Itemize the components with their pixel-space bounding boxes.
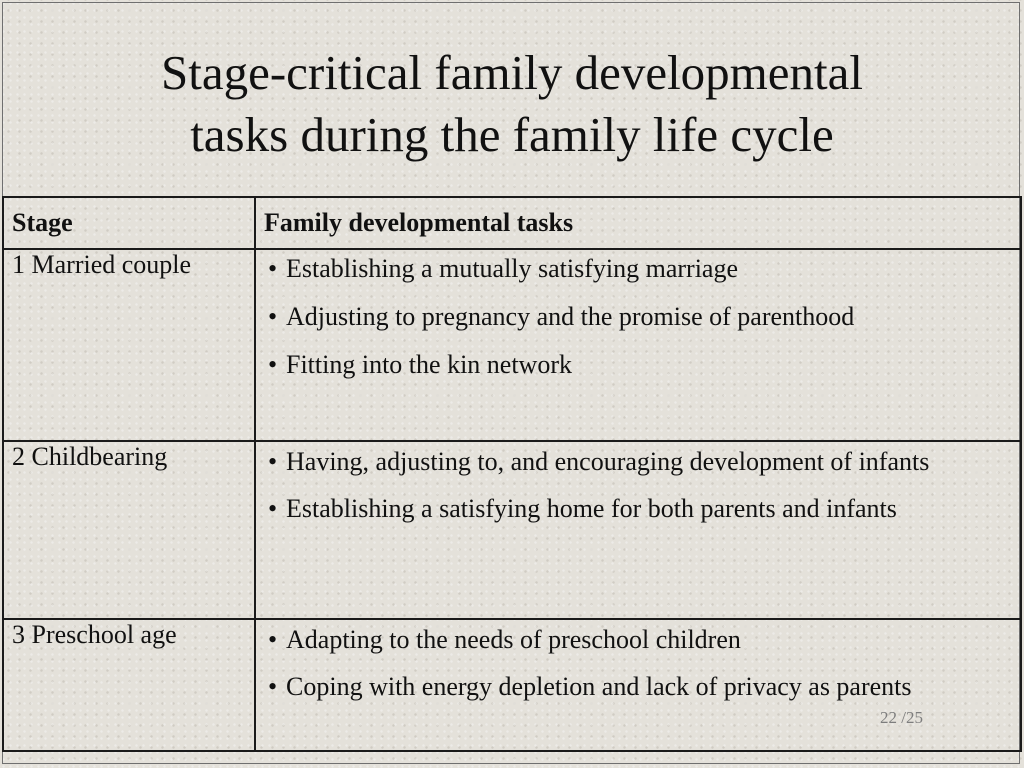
table-row (3, 249, 1021, 441)
task-item: • Establishing a mutually satisfying marriage (264, 250, 1014, 288)
task-list (264, 250, 1014, 384)
task-item: • Adjusting to pregnancy and the promise of parenthood (264, 298, 1014, 336)
tasks-cell (255, 441, 1021, 619)
task-item: • Having, adjusting to, and encouraging development of infants (264, 442, 1014, 482)
column-header-tasks: Family developmental tasks (255, 197, 1021, 249)
table-header-row (3, 197, 1021, 249)
task-list (264, 442, 1014, 529)
task-item: • Establishing a satisfying home for both parents and infants (264, 489, 1014, 529)
stage-cell: 3 Preschool age (3, 619, 255, 751)
task-item: • Coping with energy depletion and lack of privacy as parents (264, 667, 1014, 707)
table-row (3, 441, 1021, 619)
page-separator: / (901, 708, 906, 727)
stage-cell: 2 Childbearing (3, 441, 255, 619)
table-row (3, 619, 1021, 751)
tasks-cell (255, 249, 1021, 441)
slide-title (0, 42, 1024, 166)
title-line-1: Stage-critical family developmental (160, 45, 864, 100)
page-current: 22 (880, 708, 897, 727)
page-number (880, 708, 923, 728)
title-line-2: tasks during the family life cycle (190, 107, 834, 162)
tasks-table (2, 196, 1022, 752)
tasks-cell (255, 619, 1021, 751)
column-header-stage: Stage (3, 197, 255, 249)
stage-cell: 1 Married couple (3, 249, 255, 441)
task-item: • Adapting to the needs of preschool children (264, 620, 1014, 660)
page-total: 25 (905, 708, 923, 727)
task-list (264, 620, 1014, 707)
task-item: • Fitting into the kin network (264, 346, 1014, 384)
